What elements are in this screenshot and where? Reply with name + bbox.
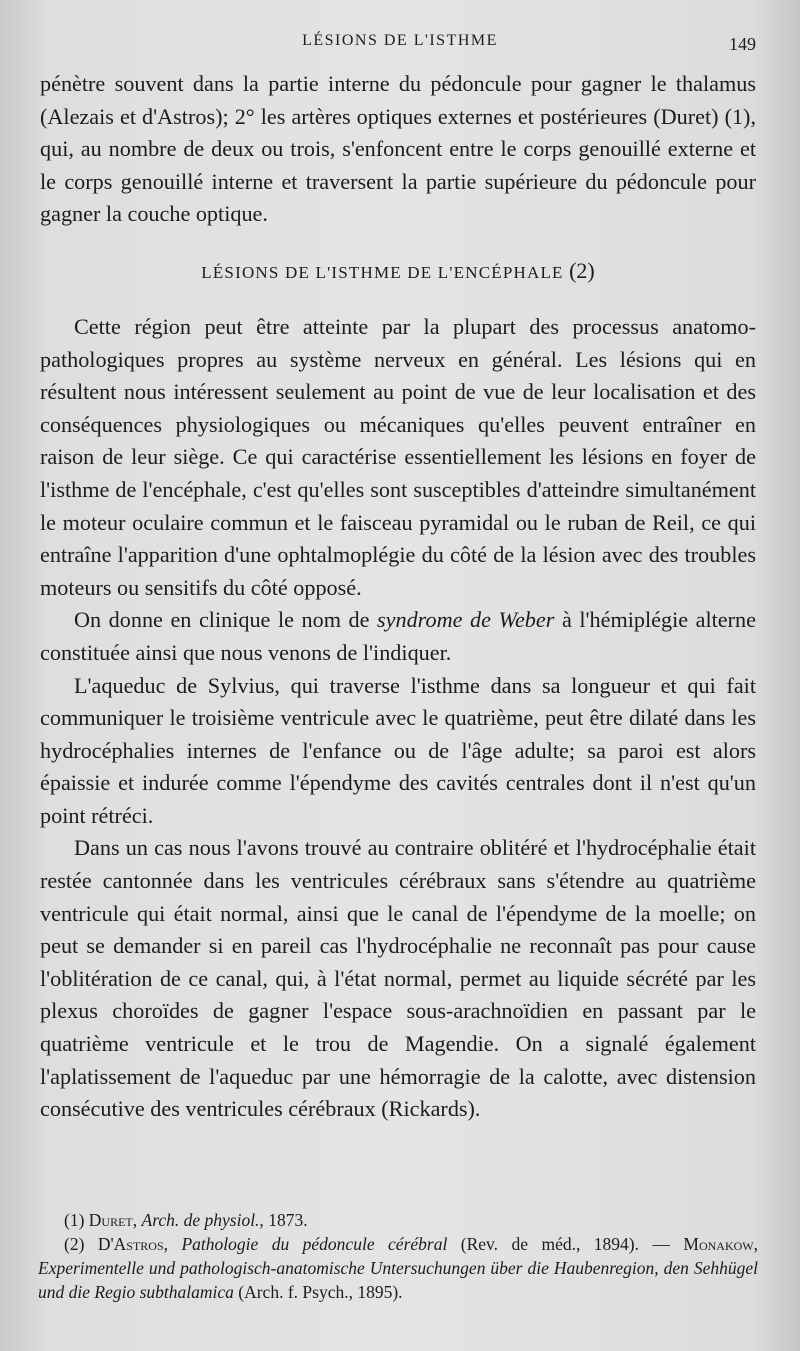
section-heading xyxy=(40,257,756,287)
footnote-2-title-2: Experimentelle und pathologisch-anatomische Untersuchungen über die Haubenregion, den Sehhügel und die Regio subthalamica xyxy=(38,1258,758,1302)
paragraph-1: Cette région peut être atteinte par la plupart des processus anatomo-pathologiques propres au système nerveux en général. Les lésions qui en résultent nous intéressent seulement au point de vue de leur localisation et des conséquences physiologiques ou mécaniques qu'elles peuvent entraîner en raison de leur siège. Ce qui caractérise essentiellement les lésions en foyer de l'isthme de l'encéphale, c'est qu'elles sont susceptibles d'atteindre simultanément le moteur oculaire commun et le faisceau pyramidal ou le ruban de Reil, ce qui entraîne l'apparition d'une ophtalmoplégie du côté de la lésion avec des troubles moteurs ou sensitifs du côté opposé. xyxy=(40,313,756,600)
footnote-2-reference: (Rev. de méd., 1894). — xyxy=(460,1234,670,1254)
footnote-2-title: Pathologie du pédoncule cérébral xyxy=(181,1234,448,1254)
paragraph-2-text-b: à l'hémiplégie alterne constituée ainsi que nous venons de l'indiquer. xyxy=(40,607,756,665)
footnote-1-year: 1873. xyxy=(268,1210,308,1230)
footnote-2-author: D'Astros, xyxy=(97,1234,169,1254)
syndrome-term: syndrome de Weber xyxy=(377,607,555,633)
footnote-1-mark: (1) xyxy=(64,1210,85,1230)
paragraph-2-text-a: On donne en clinique le nom de xyxy=(74,607,378,633)
paragraph-continued: pénètre souvent dans la partie interne du pédoncule pour gagner le thalamus (Alezais et d'Astros); 2° les artères optiques externes et postérieures (Duret) (1), qui, au nombre de deux ou trois, s'enfoncent entre le corps genouillé externe et le corps genouillé interne et traversent la partie supérieure du pédoncule pour gagner la couche optique. xyxy=(40,71,756,227)
paragraph-3: L'aqueduc de Sylvius, qui traverse l'isthme dans sa longueur et qui fait communiquer le troisième ventricule avec le quatrième, peut être dilaté dans les hydrocéphalies internes de l'enfance ou de l'âge adulte; sa paroi est alors épaissie et indurée comme l'épendyme des cavités centrales dont il n'est qu'un point rétréci. xyxy=(40,672,756,828)
running-header xyxy=(0,30,800,60)
footnote-1-author: Duret, xyxy=(88,1210,138,1230)
footnote-2-author-2: Monakow, xyxy=(683,1234,758,1254)
main-text xyxy=(40,68,756,1126)
running-title: LÉSIONS DE L'ISTHME xyxy=(302,32,498,49)
paragraph-2 xyxy=(40,604,756,669)
paragraph-4: Dans un cas nous l'avons trouvé au contraire oblitéré et l'hydrocéphalie était restée cantonnée dans les ventricules cérébraux sans s'étendre au quatrième ventricule qui était normal, ainsi que le canal de l'épendyme de la moelle; on peut se demander si en pareil cas l'hydrocéphalie ne reconnaît pas pour cause l'oblitération de ce canal, qui, à l'état normal, permet au liquide sécrété par les plexus choroïdes de gagner l'espace sous-arachnoïdien en passant par le quatrième ventricule et le trou de Magendie. On a signalé également l'aplatissement de l'aqueduc par une hémorragie de la calotte, avec distension consécutive des ventricules cérébraux (Rickards). xyxy=(40,835,756,1122)
footnote-2 xyxy=(38,1232,758,1304)
footnote-2-mark: (2) xyxy=(64,1234,85,1254)
footnote-2-reference-2: (Arch. f. Psych., 1895). xyxy=(238,1282,403,1302)
footnote-1-title: Arch. de physiol., xyxy=(141,1210,264,1230)
footnotes xyxy=(38,1208,758,1304)
section-title: LÉSIONS DE L'ISTHME DE L'ENCÉPHALE xyxy=(201,262,564,282)
footnote-1 xyxy=(38,1208,758,1232)
page-number: 149 xyxy=(729,34,756,54)
section-footnote-mark: (2) xyxy=(569,257,595,283)
